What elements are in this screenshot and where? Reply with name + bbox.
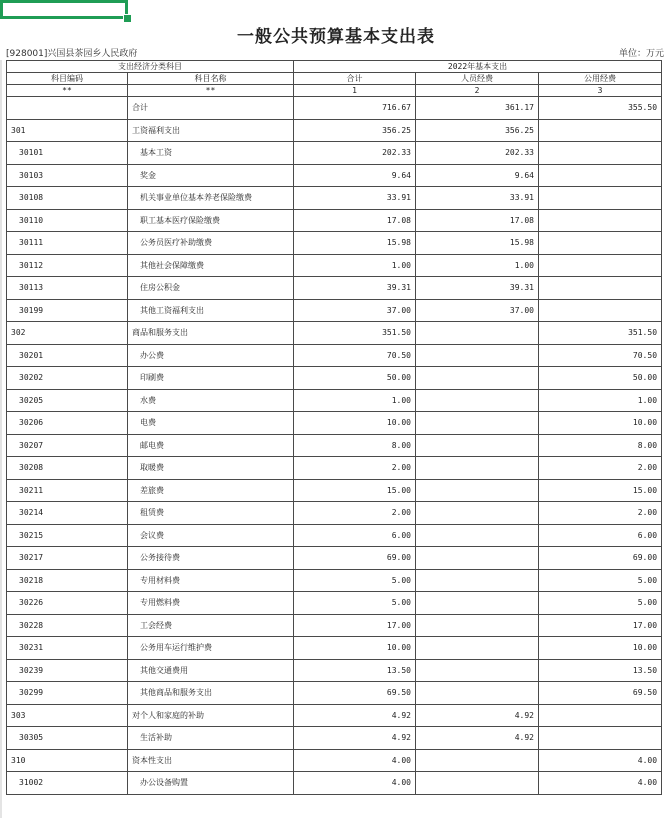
selected-cell[interactable] [0, 0, 128, 19]
cell-public[interactable] [539, 209, 662, 232]
cell-name[interactable]: 其他社会保障缴费 [128, 254, 294, 277]
table-row [7, 209, 662, 232]
header-group-left: 支出经济分类科目 [7, 61, 294, 73]
table-row [7, 142, 662, 165]
cell-public[interactable]: 10.00 [539, 637, 662, 660]
index-name: ** [128, 85, 294, 97]
cell-name[interactable]: 办公费 [128, 344, 294, 367]
header-personnel: 人员经费 [416, 73, 539, 85]
cell-total[interactable]: 13.50 [294, 659, 416, 682]
cell-total[interactable]: 15.98 [294, 232, 416, 255]
cell-code[interactable]: 30214 [7, 502, 128, 525]
cell-personnel[interactable] [416, 659, 539, 682]
cell-public[interactable]: 70.50 [539, 344, 662, 367]
cell-public[interactable]: 10.00 [539, 412, 662, 435]
cell-name[interactable]: 邮电费 [128, 434, 294, 457]
index-public: 3 [539, 85, 662, 97]
cell-personnel[interactable] [416, 749, 539, 772]
cell-code[interactable]: 30113 [7, 277, 128, 300]
cell-public[interactable]: 8.00 [539, 434, 662, 457]
cell-name[interactable]: 基本工资 [128, 142, 294, 165]
table-row [7, 749, 662, 772]
cell-public[interactable]: 5.00 [539, 592, 662, 615]
org-unit-line [6, 46, 664, 60]
cell-personnel[interactable] [416, 344, 539, 367]
cell-public[interactable] [539, 277, 662, 300]
cell-name[interactable]: 机关事业单位基本养老保险缴费 [128, 187, 294, 210]
cell-total[interactable]: 33.91 [294, 187, 416, 210]
header-code: 科目编码 [7, 73, 128, 85]
table-row [7, 277, 662, 300]
cell-code[interactable]: 30215 [7, 524, 128, 547]
cell-total[interactable]: 5.00 [294, 592, 416, 615]
cell-total[interactable]: 8.00 [294, 434, 416, 457]
cell-name[interactable]: 公务用车运行维护费 [128, 637, 294, 660]
cell-total[interactable]: 356.25 [294, 119, 416, 142]
cell-total[interactable]: 10.00 [294, 412, 416, 435]
cell-code[interactable] [7, 97, 128, 120]
cell-public[interactable] [539, 232, 662, 255]
table-row [7, 389, 662, 412]
cell-total[interactable]: 39.31 [294, 277, 416, 300]
header-index-row [7, 85, 662, 97]
cell-public[interactable] [539, 299, 662, 322]
cell-public[interactable]: 15.00 [539, 479, 662, 502]
cell-code[interactable]: 30239 [7, 659, 128, 682]
cell-public[interactable] [539, 254, 662, 277]
expenditure-table [6, 60, 662, 795]
cell-public[interactable]: 6.00 [539, 524, 662, 547]
cell-name[interactable]: 专用燃料费 [128, 592, 294, 615]
cell-personnel[interactable]: 37.00 [416, 299, 539, 322]
cell-code[interactable]: 30112 [7, 254, 128, 277]
table-row [7, 299, 662, 322]
cell-total[interactable]: 1.00 [294, 389, 416, 412]
org-name: [928001]兴国县茶园乡人民政府 [6, 49, 138, 59]
cell-total[interactable]: 9.64 [294, 164, 416, 187]
table-row [7, 412, 662, 435]
table-row [7, 659, 662, 682]
table-row [7, 772, 662, 795]
cell-public[interactable] [539, 727, 662, 750]
table-row [7, 164, 662, 187]
cell-personnel[interactable]: 17.08 [416, 209, 539, 232]
cell-public[interactable] [539, 119, 662, 142]
cell-total[interactable]: 17.00 [294, 614, 416, 637]
cell-total[interactable]: 4.92 [294, 704, 416, 727]
table-row [7, 322, 662, 345]
cell-total[interactable]: 50.00 [294, 367, 416, 390]
cell-total[interactable]: 2.00 [294, 457, 416, 480]
table-row [7, 547, 662, 570]
cell-personnel[interactable]: 361.17 [416, 97, 539, 120]
table-row [7, 232, 662, 255]
cell-personnel[interactable] [416, 434, 539, 457]
cell-public[interactable]: 13.50 [539, 659, 662, 682]
cell-public[interactable]: 4.00 [539, 749, 662, 772]
cell-total[interactable]: 6.00 [294, 524, 416, 547]
cell-name[interactable]: 生活补助 [128, 727, 294, 750]
cell-personnel[interactable]: 9.64 [416, 164, 539, 187]
table-row [7, 344, 662, 367]
cell-name[interactable]: 租赁费 [128, 502, 294, 525]
cell-personnel[interactable] [416, 682, 539, 705]
cell-name[interactable]: 工资福利支出 [128, 119, 294, 142]
table-row [7, 592, 662, 615]
cell-total[interactable]: 202.33 [294, 142, 416, 165]
cell-public[interactable]: 69.00 [539, 547, 662, 570]
cell-code[interactable]: 30207 [7, 434, 128, 457]
header-group-right: 2022年基本支出 [294, 61, 662, 73]
cell-personnel[interactable]: 15.98 [416, 232, 539, 255]
cell-code[interactable]: 30228 [7, 614, 128, 637]
header-col-row [7, 73, 662, 85]
index-total: 1 [294, 85, 416, 97]
cell-code[interactable]: 302 [7, 322, 128, 345]
cell-personnel[interactable] [416, 412, 539, 435]
cell-code[interactable]: 30201 [7, 344, 128, 367]
cell-name[interactable]: 办公设备购置 [128, 772, 294, 795]
cell-personnel[interactable] [416, 367, 539, 390]
cell-public[interactable]: 69.50 [539, 682, 662, 705]
table-row [7, 637, 662, 660]
cell-name[interactable]: 水费 [128, 389, 294, 412]
cell-total[interactable]: 70.50 [294, 344, 416, 367]
cell-code[interactable]: 30226 [7, 592, 128, 615]
cell-code[interactable]: 30110 [7, 209, 128, 232]
cell-personnel[interactable] [416, 479, 539, 502]
cell-code[interactable]: 30101 [7, 142, 128, 165]
cell-personnel[interactable] [416, 637, 539, 660]
cell-personnel[interactable]: 4.92 [416, 704, 539, 727]
cell-personnel[interactable]: 4.92 [416, 727, 539, 750]
cell-name[interactable]: 合计 [128, 97, 294, 120]
cell-personnel[interactable]: 1.00 [416, 254, 539, 277]
cell-code[interactable]: 30206 [7, 412, 128, 435]
cell-total[interactable]: 69.00 [294, 547, 416, 570]
page-title: 一般公共预算基本支出表 [237, 27, 435, 47]
cell-code[interactable]: 30305 [7, 727, 128, 750]
table-row [7, 502, 662, 525]
cell-name[interactable]: 其他商品和服务支出 [128, 682, 294, 705]
cell-code[interactable]: 303 [7, 704, 128, 727]
cell-total[interactable]: 2.00 [294, 502, 416, 525]
cell-code[interactable]: 30205 [7, 389, 128, 412]
cell-name[interactable]: 奖金 [128, 164, 294, 187]
cell-total[interactable]: 15.00 [294, 479, 416, 502]
cell-name[interactable]: 住房公积金 [128, 277, 294, 300]
cell-personnel[interactable] [416, 322, 539, 345]
table-row [7, 367, 662, 390]
cell-personnel[interactable] [416, 547, 539, 570]
cell-personnel[interactable]: 39.31 [416, 277, 539, 300]
header-group-row [7, 61, 662, 73]
cell-personnel[interactable]: 202.33 [416, 142, 539, 165]
cell-name[interactable]: 工会经费 [128, 614, 294, 637]
table-row [7, 569, 662, 592]
table-row [7, 682, 662, 705]
cell-public[interactable]: 2.00 [539, 457, 662, 480]
cell-public[interactable]: 351.50 [539, 322, 662, 345]
header-total: 合计 [294, 73, 416, 85]
cell-public[interactable]: 4.00 [539, 772, 662, 795]
cell-personnel[interactable] [416, 569, 539, 592]
table-row [7, 524, 662, 547]
table-row [7, 614, 662, 637]
cell-name[interactable]: 电费 [128, 412, 294, 435]
cell-public[interactable] [539, 704, 662, 727]
index-code: ** [7, 85, 128, 97]
cell-code[interactable]: 30208 [7, 457, 128, 480]
cell-name[interactable]: 其他工资福利支出 [128, 299, 294, 322]
cell-total[interactable]: 1.00 [294, 254, 416, 277]
cell-personnel[interactable] [416, 592, 539, 615]
table-row [7, 727, 662, 750]
cell-total[interactable]: 4.92 [294, 727, 416, 750]
cell-code[interactable]: 30217 [7, 547, 128, 570]
cell-name[interactable]: 资本性支出 [128, 749, 294, 772]
cell-name[interactable]: 对个人和家庭的补助 [128, 704, 294, 727]
cell-public[interactable]: 5.00 [539, 569, 662, 592]
cell-total[interactable]: 17.08 [294, 209, 416, 232]
cell-name[interactable]: 公务员医疗补助缴费 [128, 232, 294, 255]
cell-public[interactable]: 1.00 [539, 389, 662, 412]
cell-public[interactable]: 355.50 [539, 97, 662, 120]
cell-public[interactable]: 17.00 [539, 614, 662, 637]
cell-total[interactable]: 4.00 [294, 749, 416, 772]
table-row [7, 119, 662, 142]
table-row [7, 187, 662, 210]
cell-name[interactable]: 会议费 [128, 524, 294, 547]
cell-name[interactable]: 职工基本医疗保险缴费 [128, 209, 294, 232]
cell-name[interactable]: 公务接待费 [128, 547, 294, 570]
cell-total[interactable]: 37.00 [294, 299, 416, 322]
cell-total[interactable]: 716.67 [294, 97, 416, 120]
cell-personnel[interactable]: 33.91 [416, 187, 539, 210]
cell-personnel[interactable] [416, 389, 539, 412]
header-name: 科目名称 [128, 73, 294, 85]
cell-personnel[interactable] [416, 457, 539, 480]
table-row [7, 479, 662, 502]
cell-code[interactable]: 30202 [7, 367, 128, 390]
cell-total[interactable]: 10.00 [294, 637, 416, 660]
cell-total[interactable]: 5.00 [294, 569, 416, 592]
cell-public[interactable]: 50.00 [539, 367, 662, 390]
cell-code[interactable]: 31002 [7, 772, 128, 795]
table-row [7, 457, 662, 480]
cell-code[interactable]: 30218 [7, 569, 128, 592]
cell-code[interactable]: 30103 [7, 164, 128, 187]
cell-code[interactable]: 30211 [7, 479, 128, 502]
cell-public[interactable] [539, 142, 662, 165]
cell-name[interactable]: 商品和服务支出 [128, 322, 294, 345]
cell-code[interactable]: 310 [7, 749, 128, 772]
sheet-left-edge [0, 60, 2, 818]
cell-public[interactable] [539, 187, 662, 210]
cell-total[interactable]: 351.50 [294, 322, 416, 345]
cell-personnel[interactable] [416, 524, 539, 547]
cell-code[interactable]: 30299 [7, 682, 128, 705]
cell-total[interactable]: 69.50 [294, 682, 416, 705]
cell-public[interactable]: 2.00 [539, 502, 662, 525]
cell-code[interactable]: 301 [7, 119, 128, 142]
table-row [7, 254, 662, 277]
table-row [7, 704, 662, 727]
cell-name[interactable]: 其他交通费用 [128, 659, 294, 682]
cell-code[interactable]: 30231 [7, 637, 128, 660]
cell-name[interactable]: 取暖费 [128, 457, 294, 480]
cell-personnel[interactable] [416, 772, 539, 795]
cell-personnel[interactable] [416, 614, 539, 637]
cell-total[interactable]: 4.00 [294, 772, 416, 795]
header-public: 公用经费 [539, 73, 662, 85]
cell-code[interactable]: 30108 [7, 187, 128, 210]
table-row [7, 97, 662, 120]
cell-personnel[interactable] [416, 502, 539, 525]
cell-code[interactable]: 30111 [7, 232, 128, 255]
cell-personnel[interactable]: 356.25 [416, 119, 539, 142]
index-personnel: 2 [416, 85, 539, 97]
cell-name[interactable]: 印刷费 [128, 367, 294, 390]
cell-name[interactable]: 差旅费 [128, 479, 294, 502]
cell-code[interactable]: 30199 [7, 299, 128, 322]
cell-public[interactable] [539, 164, 662, 187]
table-row [7, 434, 662, 457]
cell-name[interactable]: 专用材料费 [128, 569, 294, 592]
unit-label: 单位：万元 [618, 49, 664, 59]
